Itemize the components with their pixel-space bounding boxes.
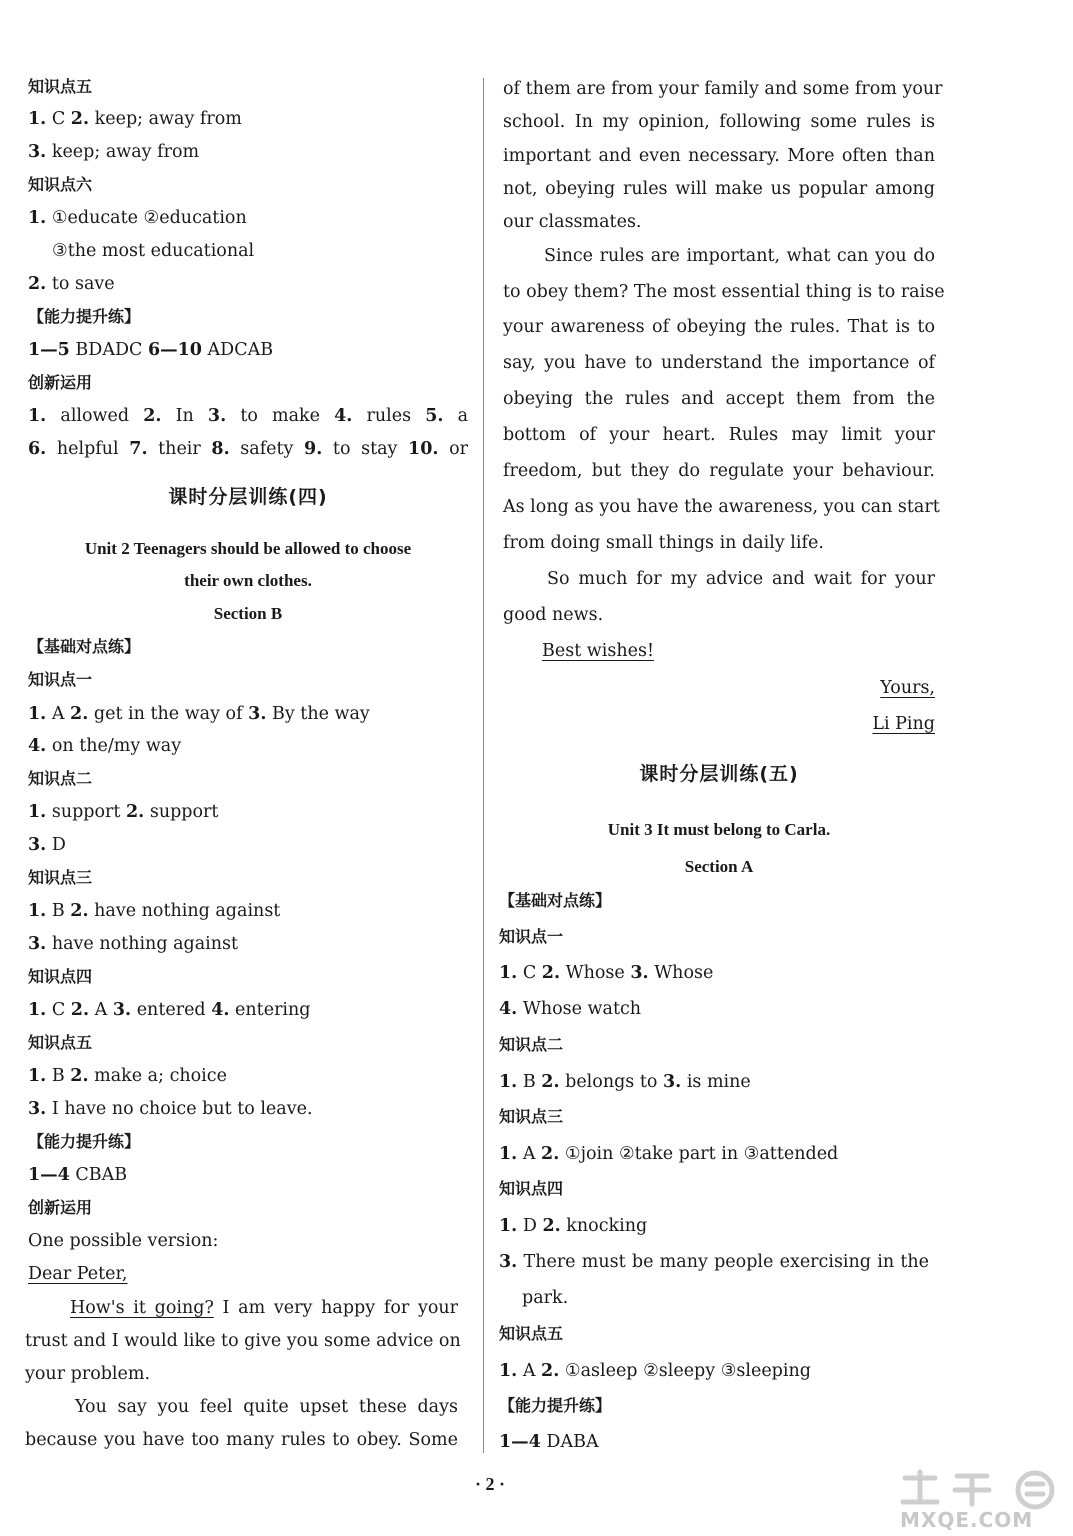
essay-signature: Li Ping [872, 714, 935, 734]
page-number: · 2 · [474, 1474, 505, 1494]
heading-ability: 【能力提升练】 [28, 307, 141, 326]
answer-line: 1. A 2. ①asleep ②sleepy ③sleeping [499, 1361, 811, 1381]
heading-point-2: 知识点二 [28, 769, 93, 788]
answer-line: 3. I have no choice but to leave. [28, 1099, 313, 1119]
essay-line: important and even necessary. More often than [503, 146, 935, 166]
heading-point-3: 知识点三 [28, 868, 93, 887]
unit-title-cont: their own clothes. [184, 571, 312, 590]
heading-point-4: 知识点四 [28, 967, 93, 986]
essay-line: So much for my advice and wait for your [547, 569, 935, 589]
heading-point-2: 知识点二 [499, 1035, 564, 1054]
answer-line: 1—5 BDADC 6—10 ADCAB [28, 340, 274, 360]
essay-line: your problem. [25, 1364, 151, 1384]
heading-innovation-2: 创新运用 [28, 1198, 93, 1217]
answer-line: ③the most educational [52, 241, 255, 261]
heading-basic: 【基础对点练】 [28, 637, 141, 656]
essay-line: How's it going? I am very happy for your [70, 1298, 458, 1318]
heading-basic: 【基础对点练】 [499, 891, 612, 910]
essay-line: good news. [503, 605, 604, 625]
essay-line: trust and I would like to give you some advice on [25, 1331, 461, 1351]
answer-line: 6. helpful 7. their 8. safety 9. to stay 10. or [28, 439, 469, 459]
answer-line: park. [522, 1288, 569, 1308]
heading-point-3: 知识点三 [499, 1107, 564, 1126]
answer-line: 1. A 2. get in the way of 3. By the way [28, 704, 370, 724]
essay-line: because you have too many rules to obey. Some [25, 1430, 458, 1450]
heading-ability: 【能力提升练】 [499, 1396, 612, 1415]
essay-line: from doing small things in daily life. [503, 533, 824, 553]
answer-line: 1. B 2. make a; choice [28, 1066, 227, 1086]
heading-point-5: 知识点五 [28, 77, 93, 96]
essay-line: obeying the rules and accept them from the [503, 389, 935, 409]
heading-point-1: 知识点一 [499, 927, 564, 946]
lesson-title-5: 课时分层训练(五) [639, 763, 799, 785]
answer-line: 1. C 2. keep; away from [28, 109, 242, 129]
heading-point-4: 知识点四 [499, 1179, 564, 1198]
heading-ability-2: 【能力提升练】 [28, 1132, 141, 1151]
answer-line: 1—4 DABA [499, 1432, 599, 1452]
answer-line: 1. C 2. A 3. entered 4. entering [28, 1000, 311, 1020]
essay-line: As long as you have the awareness, you can start [503, 497, 940, 517]
answer-line: 2. to save [28, 274, 115, 294]
heading-innovation: 创新运用 [28, 373, 93, 392]
essay-line: your awareness of obeying the rules. That is to [503, 317, 935, 337]
essay-salutation: Dear Peter, [28, 1264, 128, 1284]
heading-point-5b: 知识点五 [28, 1033, 93, 1052]
answer-line: 1. B 2. belongs to 3. is mine [499, 1072, 751, 1092]
answer-line: 3. have nothing against [28, 934, 239, 954]
essay-line: bottom of your heart. Rules may limit your [503, 425, 935, 445]
answer-line: 1. A 2. ①join ②take part in ③attended [499, 1144, 839, 1164]
answer-line: 3. There must be many people exercising in the [499, 1252, 929, 1272]
essay-intro: One possible version: [28, 1231, 219, 1251]
answer-line: 1. allowed 2. In 3. to make 4. rules 5. a [28, 406, 469, 426]
answer-line: 1. D 2. knocking [499, 1216, 648, 1236]
essay-line: our classmates. [503, 212, 642, 232]
section-title: Section B [213, 604, 283, 623]
heading-point-6: 知识点六 [28, 175, 93, 194]
essay-signoff: Yours, [880, 678, 935, 698]
unit-title: Unit 3 It must belong to Carla. [607, 820, 831, 839]
answer-line: 3. D [28, 835, 66, 855]
answer-line: 1. support 2. support [28, 802, 219, 822]
essay-line: to obey them? The most essential thing is to raise [503, 282, 945, 302]
answer-line: 1. C 2. Whose 3. Whose [499, 963, 714, 983]
heading-point-1: 知识点一 [28, 670, 93, 689]
lesson-title-4: 课时分层训练(四) [168, 486, 328, 508]
essay-line: say, you have to understand the importance of [503, 353, 935, 373]
heading-point-5: 知识点五 [499, 1324, 564, 1343]
column-divider [483, 78, 484, 1453]
watermark-text: MXQE.COM [900, 1508, 1034, 1532]
answer-line: 1. ①educate ②education [28, 208, 247, 228]
answer-line: 1. B 2. have nothing against [28, 901, 281, 921]
unit-title: Unit 2 Teenagers should be allowed to choose [84, 539, 412, 558]
essay-line: Since rules are important, what can you do [544, 246, 935, 266]
essay-line: school. In my opinion, following some rules is [503, 112, 935, 132]
essay-line: freedom, but they do regulate your behaviour. [503, 461, 935, 481]
essay-line: You say you feel quite upset these days [75, 1397, 458, 1417]
answer-line: 4. Whose watch [499, 999, 642, 1019]
answer-line: 1—4 CBAB [28, 1165, 128, 1185]
essay-line: of them are from your family and some from your [503, 79, 943, 99]
answer-line: 4. on the/my way [28, 736, 182, 756]
essay-line: not, obeying rules will make us popular among [503, 179, 935, 199]
essay-closing: Best wishes! [542, 641, 654, 661]
section-title: Section A [684, 857, 754, 876]
answer-line: 3. keep; away from [28, 142, 200, 162]
